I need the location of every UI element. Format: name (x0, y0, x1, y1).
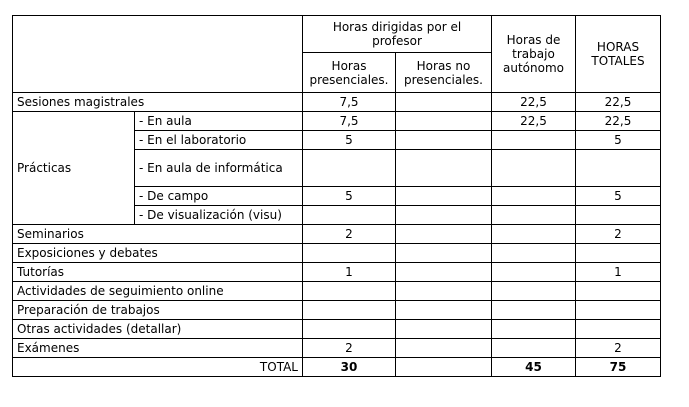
total-autonomous-value: 45 (492, 358, 576, 377)
total-value (576, 206, 661, 225)
autonomous-value: 22,5 (492, 112, 576, 131)
table-row (13, 282, 661, 301)
total-value: 22,5 (576, 93, 661, 112)
total-in-person-value: 30 (303, 358, 396, 377)
table-row (13, 244, 661, 263)
practicas-label: Prácticas (13, 112, 135, 225)
remote-value (396, 301, 492, 320)
table-row (13, 112, 661, 131)
total-value: 5 (576, 131, 661, 150)
remote-value (396, 206, 492, 225)
row-label: Actividades de seguimiento online (13, 282, 303, 301)
autonomous-value (492, 150, 576, 187)
table-row (13, 320, 661, 339)
remote-value (396, 263, 492, 282)
remote-value (396, 150, 492, 187)
autonomous-value (492, 131, 576, 150)
autonomous-value (492, 225, 576, 244)
practice-sublabel: - En aula de informática (135, 150, 303, 187)
total-value: 2 (576, 339, 661, 358)
autonomous-value (492, 339, 576, 358)
autonomous-value (492, 320, 576, 339)
total-value: 5 (576, 187, 661, 206)
in-person-value (303, 282, 396, 301)
table-row (13, 263, 661, 282)
in-person-value: 7,5 (303, 93, 396, 112)
header-autonomous-hours: Horas de trabajo autónomo (492, 16, 576, 93)
table-row (13, 339, 661, 358)
total-value (576, 244, 661, 263)
practice-sublabel: - De visualización (visu) (135, 206, 303, 225)
row-label: Sesiones magistrales (13, 93, 303, 112)
row-label: Exposiciones y debates (13, 244, 303, 263)
remote-value (396, 339, 492, 358)
header-directed-hours: Horas dirigidas por el profesor (303, 16, 492, 53)
remote-value (396, 112, 492, 131)
in-person-value: 7,5 (303, 112, 396, 131)
total-value (576, 320, 661, 339)
remote-value (396, 187, 492, 206)
in-person-value: 1 (303, 263, 396, 282)
in-person-value: 2 (303, 225, 396, 244)
remote-value (396, 225, 492, 244)
in-person-value: 5 (303, 187, 396, 206)
total-remote-value (396, 358, 492, 377)
grand-total-value: 75 (576, 358, 661, 377)
table-row (13, 93, 661, 112)
practice-sublabel: - En aula (135, 112, 303, 131)
table-row (13, 225, 661, 244)
in-person-value: 5 (303, 131, 396, 150)
row-label: Otras actividades (detallar) (13, 320, 303, 339)
in-person-value (303, 244, 396, 263)
total-value: 2 (576, 225, 661, 244)
remote-value (396, 282, 492, 301)
total-value (576, 282, 661, 301)
row-label: Seminarios (13, 225, 303, 244)
autonomous-value (492, 263, 576, 282)
total-label: TOTAL (13, 358, 303, 377)
autonomous-value (492, 206, 576, 225)
practice-sublabel: - De campo (135, 187, 303, 206)
autonomous-value (492, 244, 576, 263)
in-person-value (303, 150, 396, 187)
remote-value (396, 131, 492, 150)
in-person-value (303, 301, 396, 320)
header-total-hours: HORAS TOTALES (576, 16, 661, 93)
total-row (13, 358, 661, 377)
autonomous-value (492, 187, 576, 206)
in-person-value (303, 206, 396, 225)
remote-value (396, 320, 492, 339)
autonomous-value: 22,5 (492, 93, 576, 112)
table-row (13, 301, 661, 320)
header-in-person-hours: Horas presenciales. (303, 53, 396, 93)
autonomous-value (492, 282, 576, 301)
total-value (576, 150, 661, 187)
total-value (576, 301, 661, 320)
total-value: 1 (576, 263, 661, 282)
header-remote-hours: Horas no presenciales. (396, 53, 492, 93)
remote-value (396, 93, 492, 112)
hours-table (12, 15, 661, 377)
header-row-1 (13, 16, 661, 53)
practice-sublabel: - En el laboratorio (135, 131, 303, 150)
autonomous-value (492, 301, 576, 320)
in-person-value: 2 (303, 339, 396, 358)
row-label: Tutorías (13, 263, 303, 282)
row-label: Exámenes (13, 339, 303, 358)
total-value: 22,5 (576, 112, 661, 131)
remote-value (396, 244, 492, 263)
header-empty-cell (13, 16, 303, 93)
row-label: Preparación de trabajos (13, 301, 303, 320)
in-person-value (303, 320, 396, 339)
